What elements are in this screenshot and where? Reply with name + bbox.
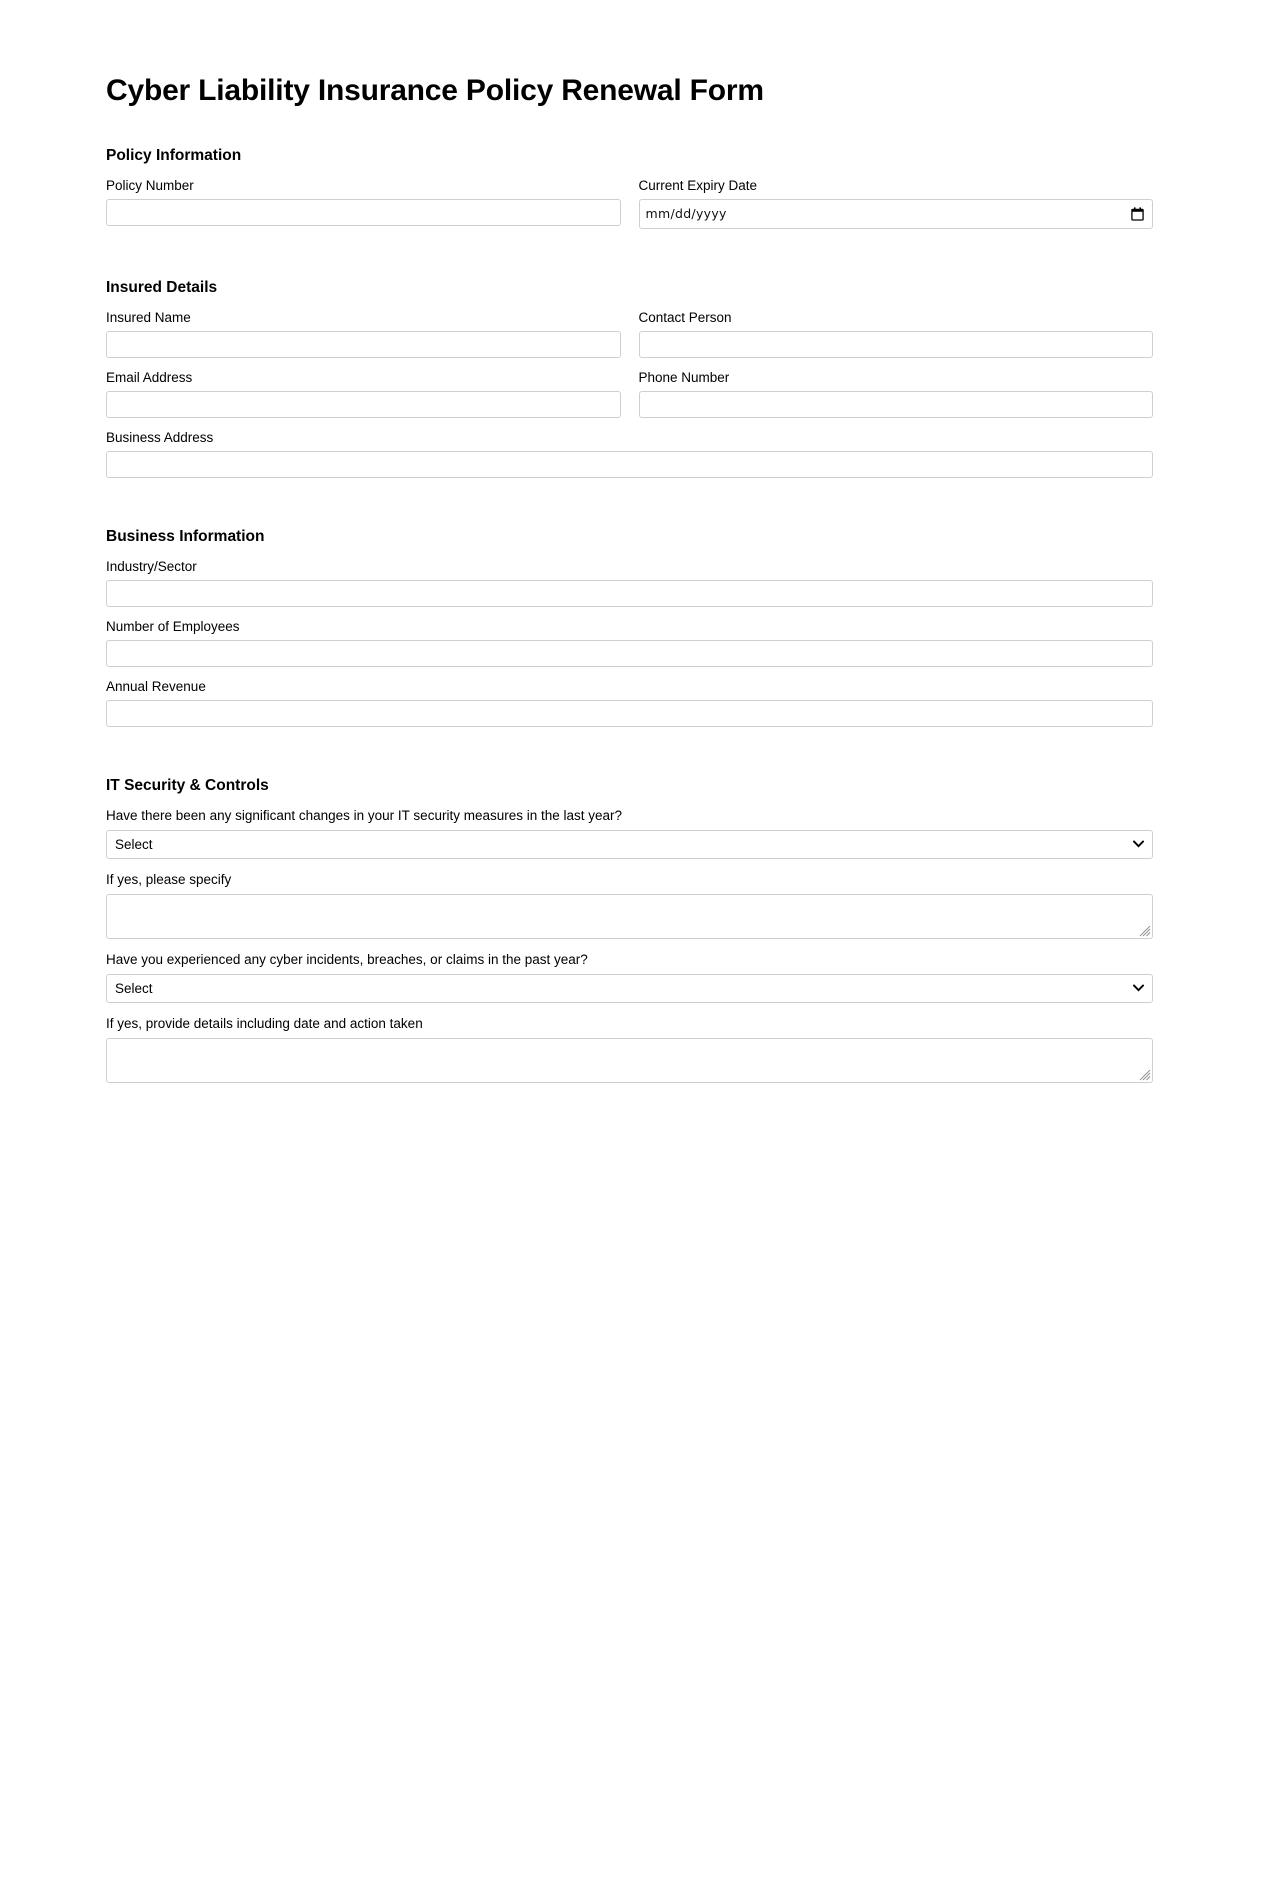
label-annual-revenue: Annual Revenue [106,678,206,694]
field-policy-number [106,177,621,229]
label-industry-sector: Industry/Sector [106,558,197,574]
annual-revenue-input[interactable] [106,700,1153,727]
chevron-down-icon[interactable] [1133,984,1144,992]
field-annual-revenue [106,678,1153,727]
security-changes-select[interactable] [106,830,1153,859]
field-industry-sector [106,558,1153,607]
cyber-incidents-selected-value: Select [115,980,153,996]
calendar-icon[interactable] [1131,207,1144,221]
label-contact-person: Contact Person [638,309,732,325]
section-policy-information [106,147,1153,229]
cyber-incidents-details-wrapper [106,1038,1153,1083]
form-row [106,558,1153,607]
date-placeholder-text: mm/dd/yyyy [645,206,727,221]
field-number-of-employees [106,618,1153,667]
contact-person-input[interactable] [639,331,1154,358]
page-title: Cyber Liability Insurance Policy Renewal Form [106,74,764,107]
cyber-incidents-select-wrapper [106,974,1153,1003]
label-cyber-incidents-question: Have you experienced any cyber incidents, breaches, or claims in the past year? [106,951,588,967]
section-insured-details [106,279,1153,478]
field-phone-number [639,369,1154,418]
section-heading-business-information: Business Information [106,527,265,545]
label-current-expiry-date: Current Expiry Date [638,177,758,193]
section-business-information [106,528,1153,727]
section-spacer [106,257,1153,279]
insured-name-input[interactable] [106,331,621,358]
label-security-changes-question: Have there been any significant changes in your IT security measures in the last year? [106,807,623,823]
question-security-changes-details [106,871,1153,939]
chevron-down-icon[interactable] [1133,840,1144,848]
form-row [106,177,1153,229]
cyber-incidents-select[interactable] [106,974,1153,1003]
label-insured-name: Insured Name [106,309,191,325]
section-heading-policy-information: Policy Information [106,146,242,164]
field-contact-person [639,309,1154,358]
section-spacer [106,506,1153,528]
label-policy-number: Policy Number [106,177,194,193]
field-email-address [106,369,621,418]
label-security-changes-details: If yes, please specify [106,871,232,887]
section-heading-it-security-controls: IT Security & Controls [106,776,269,794]
form-row [106,618,1153,667]
section-spacer [106,755,1153,777]
question-cyber-incidents [106,951,1153,1003]
policy-number-input[interactable] [106,199,621,226]
section-it-security-controls [106,777,1153,1083]
security-changes-selected-value: Select [115,836,153,852]
form-row [106,678,1153,727]
field-current-expiry-date [639,177,1154,229]
date-input-wrapper [639,199,1154,229]
security-changes-details-textarea[interactable] [106,894,1153,939]
label-phone-number: Phone Number [638,369,730,385]
field-business-address [106,429,1153,478]
section-heading-insured-details: Insured Details [106,278,218,296]
question-cyber-incidents-details [106,1015,1153,1083]
security-changes-details-wrapper [106,894,1153,939]
phone-number-input[interactable] [639,391,1154,418]
number-of-employees-input[interactable] [106,640,1153,667]
industry-sector-input[interactable] [106,580,1153,607]
label-business-address: Business Address [106,429,214,445]
label-email-address: Email Address [106,369,193,385]
label-number-of-employees: Number of Employees [106,618,240,634]
form-row [106,309,1153,358]
form-row [106,429,1153,478]
business-address-input[interactable] [106,451,1153,478]
security-changes-select-wrapper [106,830,1153,859]
field-insured-name [106,309,621,358]
email-address-input[interactable] [106,391,621,418]
question-security-changes [106,807,1153,859]
label-cyber-incidents-details: If yes, provide details including date and action taken [106,1015,423,1031]
current-expiry-date-input[interactable] [639,199,1154,229]
form-row [106,369,1153,418]
cyber-incidents-details-textarea[interactable] [106,1038,1153,1083]
